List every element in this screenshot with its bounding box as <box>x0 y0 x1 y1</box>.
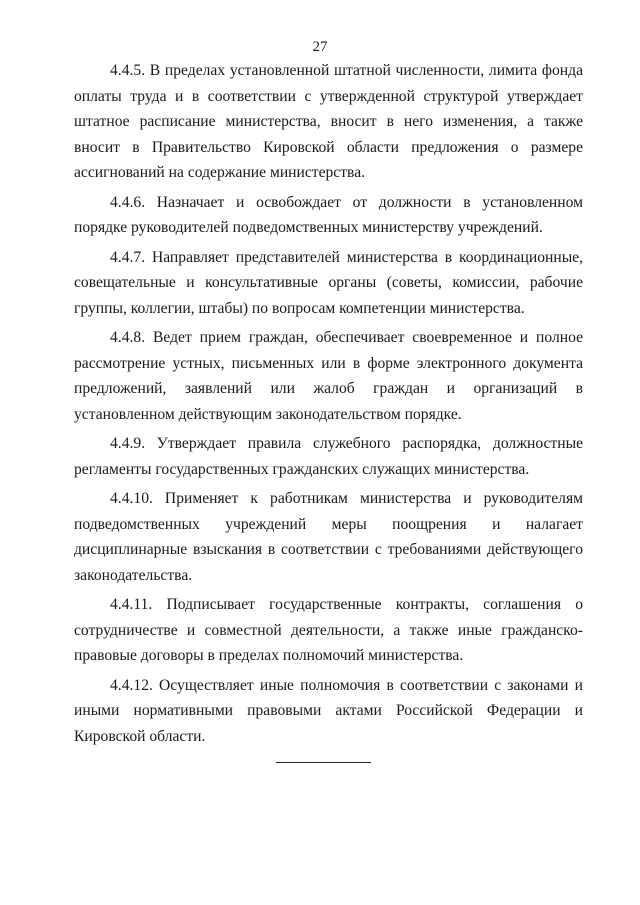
paragraph-4-4-10: 4.4.10. Применяет к работникам министерства и руководителям подведомственных учреждений меры поощрения и налагает дисциплинарные взыскания в соответствии с требованиями действующего законодательства. <box>74 490 583 584</box>
paragraph-4-4-12: 4.4.12. Осуществляет иные полномочия в соответствии с законами и иными нормативными правовыми актами Российской Федерации и Кировской области. <box>74 676 583 745</box>
paragraph-4-4-8: 4.4.8. Ведет прием граждан, обеспечивает своевременное и полное рассмотрение устных, письменных или в форме электронного документа предложений, заявлений или жалоб граждан и организаций в установленном действующим законодательством порядке. <box>74 329 583 423</box>
document-body <box>74 58 583 753</box>
paragraph-4-4-7: 4.4.7. Направляет представителей министерства в координационные, совещательные и консультативные органы (советы, комиссии, рабочие группы, коллегии, штабы) по вопросам компетенции министерства. <box>74 248 583 317</box>
closing-divider <box>276 762 371 763</box>
paragraph-4-4-9: 4.4.9. Утверждает правила служебного распорядка, должностные регламенты государственных гражданских служащих министерства. <box>74 435 583 478</box>
page-number: 27 <box>312 39 328 55</box>
paragraph-4-4-5: 4.4.5. В пределах установленной штатной численности, лимита фонда оплаты труда и в соответствии с утвержденной структурой утверждает штатное расписание министерства, вносит в него изменения, а также вносит в Правительство Кировской области предложения о размере ассигнований на содержание министерства. <box>74 62 583 181</box>
paragraph-4-4-6: 4.4.6. Назначает и освобождает от должности в установленном порядке руководителей подведомственных министерству учреждений. <box>74 193 583 236</box>
paragraph-4-4-11: 4.4.11. Подписывает государственные контракты, соглашения о сотрудничестве и совместной деятельности, а также иные гражданско-правовые договоры в пределах полномочий министерства. <box>74 596 583 664</box>
